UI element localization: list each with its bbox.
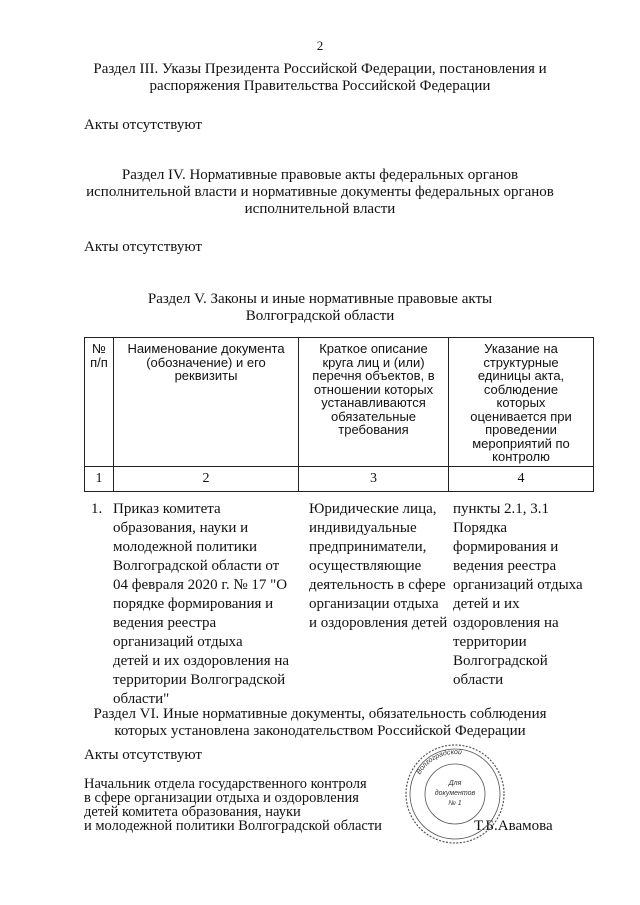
row-persons-line: предприниматели, <box>309 539 427 555</box>
section-4-title-line: исполнительной власти <box>244 201 396 217</box>
header-text: Краткое описание <box>319 341 428 356</box>
section-3-note: Акты отсутствуют <box>84 117 202 133</box>
section-4-note: Акты отсутствуют <box>84 239 202 255</box>
header-cell-units <box>449 338 594 467</box>
header-text: реквизиты <box>174 368 238 383</box>
header-text: оценивается при <box>470 408 572 424</box>
row-document-line: порядке формирования и <box>113 596 274 612</box>
row-document-line: детей и их оздоровления на <box>113 653 290 669</box>
row-units-line: пункты 2.1, 3.1 <box>453 501 550 517</box>
row-persons-line: индивидуальные <box>309 520 417 536</box>
row-document-line: организаций отдыха <box>113 634 243 650</box>
section-6-note: Акты отсутствуют <box>84 747 202 763</box>
row-document-line: области" <box>113 691 170 707</box>
header-text: отношении которых <box>313 381 434 397</box>
signature-position-line: в сфере организации отдыха и оздоровления <box>84 790 359 806</box>
section-3-title <box>0 61 640 95</box>
section-6-title-line: которых установлена законодательством Российской Федерации <box>114 723 526 739</box>
row-document-line: 04 февраля 2020 г. № 17 "О <box>113 577 288 593</box>
column-number: 1 <box>85 466 114 491</box>
header-text: перечня объектов, в <box>312 368 435 383</box>
header-text: обязательные <box>330 408 417 424</box>
row-persons-cell <box>309 500 454 633</box>
row-units-line: детей и их <box>453 596 520 612</box>
header-text: единицы акта, <box>477 368 565 383</box>
section-5-title-line: Раздел V. Законы и иные нормативные правовые акты <box>147 291 493 307</box>
row-document-line: Волгоградской области от <box>113 558 280 574</box>
header-text: структурные <box>483 354 559 370</box>
row-units-cell <box>453 500 593 690</box>
header-cell-document <box>114 338 299 467</box>
section-4-title <box>0 167 640 218</box>
row-document-line: Приказ комитета <box>113 501 221 517</box>
header-text: (обозначение) и его <box>146 354 266 370</box>
row-persons-line: осуществляющие <box>309 558 422 574</box>
column-number: 3 <box>299 466 449 491</box>
section-5-title <box>0 291 640 325</box>
row-persons-line: организации отдыха <box>309 596 439 612</box>
section-3-title-line: Раздел III. Указы Президента Российской Федерации, постановления и <box>93 61 547 77</box>
section-4-title-line: исполнительной власти и нормативные документы федеральных органов <box>86 184 554 200</box>
row-units-line: оздоровления на <box>453 615 559 631</box>
header-text: мероприятий по <box>472 435 570 451</box>
stamp-ring-text: Волгоградской <box>415 748 463 776</box>
row-document-line: молодежной политики <box>113 539 258 555</box>
svg-text:Волгоградской <box>416 748 463 776</box>
header-cell-number <box>85 338 114 467</box>
header-text: п/п <box>90 354 108 370</box>
acts-table-header <box>84 337 594 492</box>
row-units-line: Волгоградской <box>453 653 548 669</box>
row-units-line: области <box>453 672 504 688</box>
signature-position-line: детей комитета образования, науки <box>84 804 301 820</box>
section-3-title-line: распоряжения Правительства Российской Федерации <box>149 78 491 94</box>
stamp-center-line: документов <box>434 790 476 797</box>
row-persons-line: Юридические лица, <box>309 501 437 517</box>
header-text: проведении <box>485 422 557 437</box>
row-document-cell <box>113 500 303 709</box>
row-document-line: образования, науки и <box>113 520 249 536</box>
header-text: круга лиц и (или) <box>322 354 425 370</box>
section-6-title <box>0 706 640 740</box>
header-text: которых <box>496 395 546 410</box>
header-text: устанавливаются <box>321 395 426 410</box>
row-units-line: ведения реестра <box>453 558 557 574</box>
row-units-line: формирования и <box>453 539 559 555</box>
header-cell-persons <box>299 338 449 467</box>
signature-name: Т.Б.Авамова <box>474 818 553 834</box>
row-document-line: ведения реестра <box>113 615 217 631</box>
header-text: Наименование документа <box>127 341 285 356</box>
header-text: соблюдение <box>483 381 559 397</box>
official-stamp <box>404 743 506 845</box>
table-header-row <box>85 338 594 467</box>
signature-position-line: Начальник отдела государственного контроля <box>84 776 367 792</box>
column-number: 2 <box>114 466 299 491</box>
row-persons-line: деятельность в сфере <box>309 577 446 593</box>
section-5-title-line: Волгоградской области <box>245 308 395 324</box>
row-units-line: Порядка <box>453 520 508 536</box>
header-text: № <box>92 341 106 356</box>
section-4-title-line: Раздел IV. Нормативные правовые акты федеральных органов <box>121 167 519 183</box>
header-text: контролю <box>492 449 550 464</box>
header-text: требования <box>338 422 409 437</box>
row-document-line: территории Волгоградской <box>113 672 286 688</box>
signature-position <box>84 777 382 833</box>
header-text: Указание на <box>484 341 558 356</box>
row-number: 1. <box>91 501 103 517</box>
column-number-row <box>85 466 594 491</box>
stamp-center-line: Для <box>448 780 462 787</box>
stamp-center-line: № 1 <box>448 800 462 807</box>
section-6-title-line: Раздел VI. Иные нормативные документы, обязательность соблюдения <box>93 706 547 722</box>
page-number: 2 <box>316 38 324 53</box>
signature-position-line: и молодежной политики Волгоградской области <box>84 818 382 834</box>
row-persons-line: и оздоровления детей <box>309 615 448 631</box>
column-number: 4 <box>449 466 594 491</box>
row-units-line: территории <box>453 634 527 650</box>
row-units-line: организаций отдыха <box>453 577 583 593</box>
